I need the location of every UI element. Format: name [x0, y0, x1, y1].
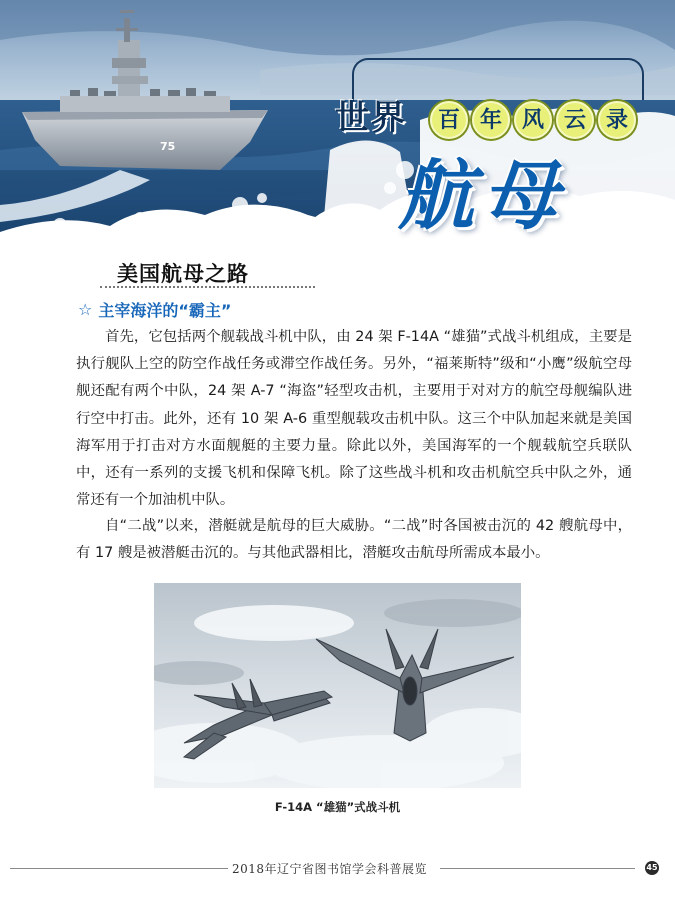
figure-caption: F-14A “雄猫”式战斗机: [274, 800, 401, 814]
title-main: 航母: [398, 151, 566, 240]
header-banner: [0, 0, 675, 262]
series-badge: 云: [556, 101, 594, 139]
title-series-badges: [430, 101, 636, 139]
sub-title-text: 主宰海洋的“霸主”: [98, 301, 232, 320]
series-badge: 风: [514, 101, 552, 139]
footer-rule: [440, 868, 635, 869]
page-number: 45: [645, 861, 659, 875]
fighter-jets-photo: [154, 583, 521, 788]
svg-text:75: 75: [160, 140, 176, 153]
title-world: 世界: [335, 98, 407, 138]
fighter-jet-icon: [154, 583, 521, 788]
section-title: 美国航母之路: [117, 262, 249, 286]
footer-rule: [10, 868, 228, 869]
footer-text: 2018年辽宁省图书馆学会科普展览: [232, 862, 428, 876]
body-paragraph: 首先，它包括两个舰载战斗机中队，由 24 架 F-14A “雄猫”式战斗机组成，主要是执行舰队上空的防空作战任务或滞空作战任务。另外，“福莱斯特”级和“小鹰”级航空母舰还配有两个中队，24 架 A-7 “海盗”轻型攻击机，主要用于对对方的航空母舰编队进行空中打击。此外，还有 10 架 A-6 重型舰载攻击机中队。这三个中队加起来就是美国海军用于打击对方水面舰艇的主要力量。除此以外，美国海军的一个舰载航空兵联队中，还有一系列的支援飞机和保障飞机。除了这些战斗机和攻击机航空兵中队之外，通常还有一个加油机中队。: [76, 329, 632, 509]
sub-title: [78, 298, 231, 321]
series-badge: 百: [430, 101, 468, 139]
series-badge: 录: [598, 101, 636, 139]
series-badge: 年: [472, 101, 510, 139]
section-divider: [100, 286, 315, 288]
star-bullet-icon: ☆: [78, 300, 93, 319]
body-paragraph: 自“二战”以来，潜艇就是航母的巨大威胁。“二战”时各国被击沉的 42 艘航母中，有 17 艘是被潜艇击沉的。与其他武器相比，潜艇攻击航母所需成本最小。: [76, 518, 632, 562]
